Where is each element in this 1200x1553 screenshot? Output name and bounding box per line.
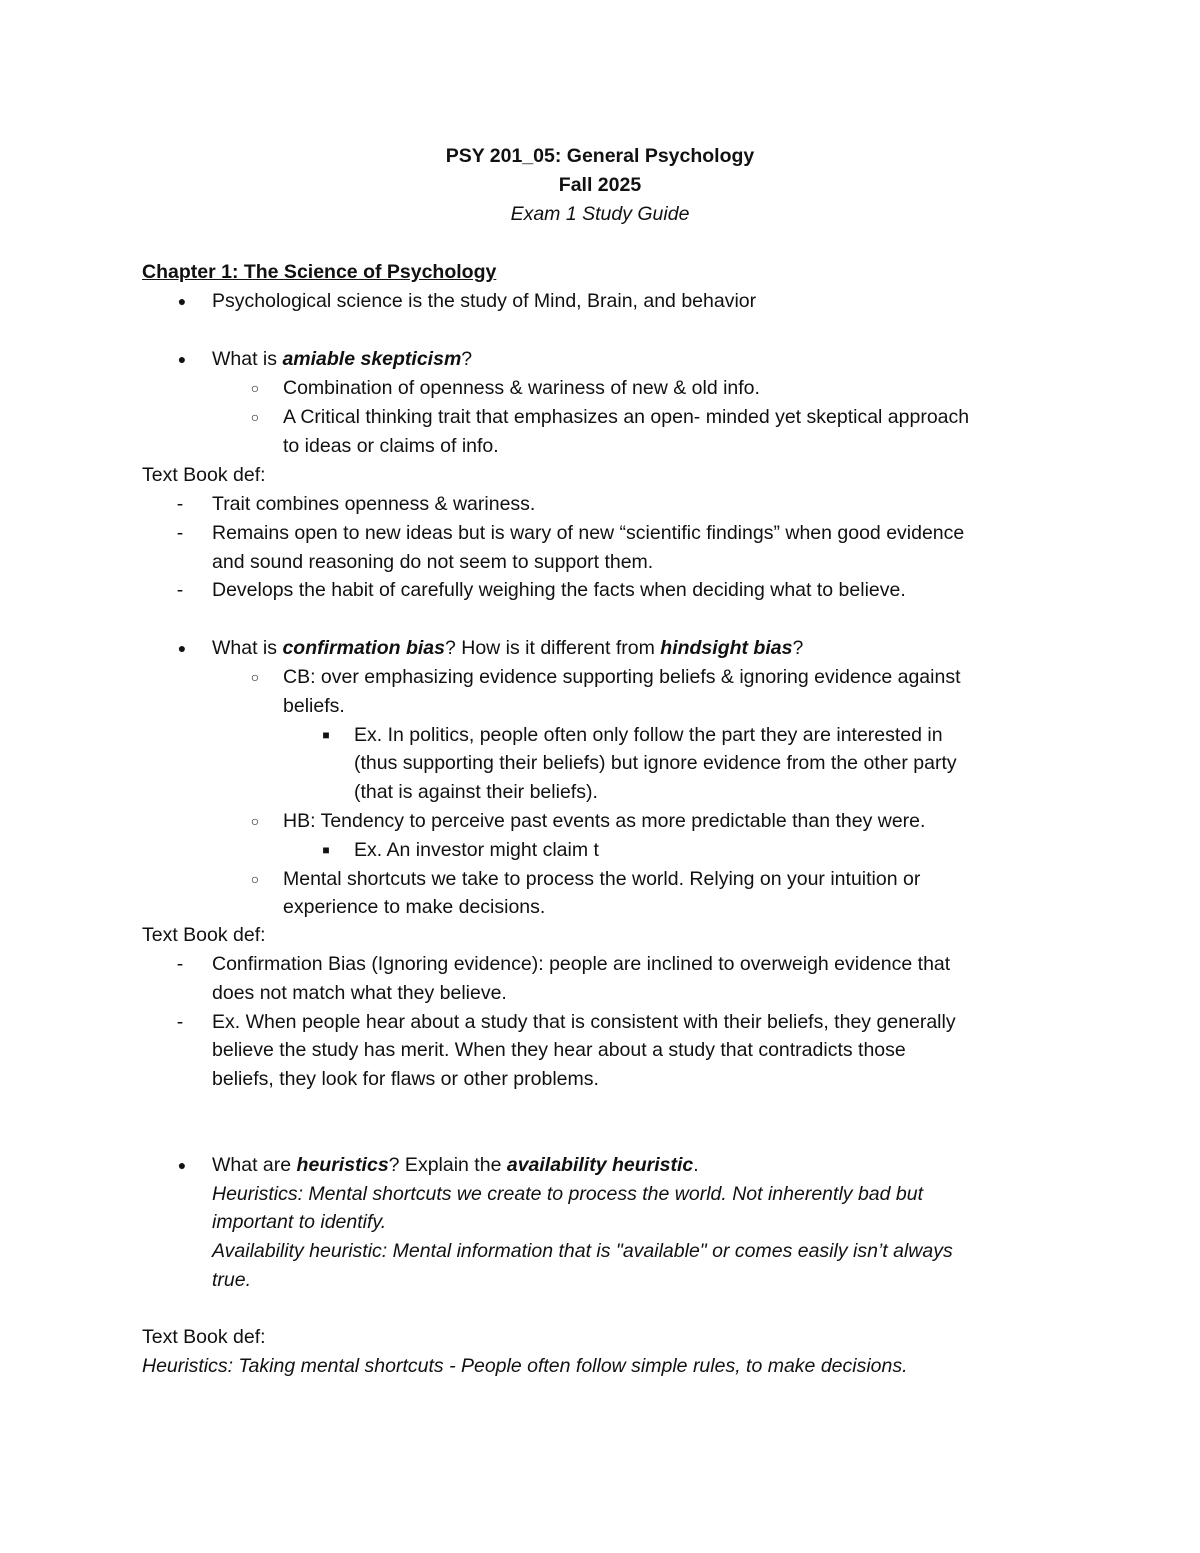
dash-marker: -: [176, 522, 184, 544]
definition-line: Remains open to new ideas but is wary of new “scientific findings” when good evidence: [212, 522, 965, 544]
answer-line: beliefs.: [283, 695, 345, 717]
sub-bullet-marker: ○: [250, 813, 260, 829]
question-middle: ? How is it different from: [444, 637, 661, 659]
sub-bullet-marker: ○: [250, 669, 260, 685]
answer-italic-line: Availability heuristic: Mental information that is "available" or comes easily isn’t always: [212, 1240, 953, 1262]
sub-sub-bullet-marker: ■: [322, 728, 330, 742]
answer-line: HB: Tendency to perceive past events as more predictable than they were.: [283, 810, 926, 832]
dash-marker: -: [176, 493, 184, 515]
answer-line: experience to make decisions.: [283, 896, 546, 918]
key-term: availability heuristic: [506, 1154, 694, 1176]
example-line: (that is against their beliefs).: [354, 781, 598, 803]
sub-bullet-marker: ○: [250, 380, 260, 396]
definition-line: Ex. When people hear about a study that is consistent with their beliefs, they generally: [212, 1011, 956, 1033]
textbook-def-label: Text Book def:: [142, 464, 266, 486]
bullet-text: Psychological science is the study of Mind, Brain, and behavior: [212, 290, 757, 312]
answer-line: A Critical thinking trait that emphasizes an open- minded yet skeptical approach: [283, 406, 970, 428]
answer-line: Mental shortcuts we take to process the world. Relying on your intuition or: [283, 868, 921, 890]
question-prefix: What are: [212, 1154, 297, 1176]
question-prefix: What is: [212, 348, 283, 370]
key-term: hindsight bias: [660, 637, 793, 659]
sub-sub-bullet-marker: ■: [322, 843, 330, 857]
question-suffix: ?: [792, 637, 804, 659]
key-term: confirmation bias: [282, 637, 445, 659]
definition-line: believe the study has merit. When they hear about a study that contradicts those: [212, 1039, 906, 1061]
textbook-def-italic: Heuristics: Taking mental shortcuts - People often follow simple rules, to make decisions.: [142, 1355, 908, 1377]
question-middle: ? Explain the: [388, 1154, 507, 1176]
definition-line: Confirmation Bias (Ignoring evidence): people are inclined to overweigh evidence that: [212, 953, 951, 975]
dash-marker: -: [176, 579, 184, 601]
textbook-def-label: Text Book def:: [142, 1326, 266, 1348]
question-prefix: What is: [212, 637, 283, 659]
bullet-marker: ●: [177, 351, 187, 367]
answer-italic-line: Heuristics: Mental shortcuts we create to process the world. Not inherently bad but: [212, 1183, 923, 1205]
question-confirmation-bias: [212, 634, 803, 663]
answer-line: Combination of openness & wariness of new & old info.: [283, 377, 760, 399]
sub-bullet-marker: ○: [250, 871, 260, 887]
question-suffix: .: [693, 1154, 699, 1176]
course-title: PSY 201_05: General Psychology: [445, 145, 755, 167]
answer-line: CB: over emphasizing evidence supporting beliefs & ignoring evidence against: [283, 666, 961, 688]
key-term: heuristics: [296, 1154, 389, 1176]
definition-line: does not match what they believe.: [212, 982, 507, 1004]
answer-italic-line: important to identify.: [212, 1211, 387, 1233]
key-term: amiable skepticism: [282, 348, 462, 370]
definition-line: beliefs, they look for flaws or other problems.: [212, 1068, 599, 1090]
sub-bullet-marker: ○: [250, 409, 260, 425]
answer-line: to ideas or claims of info.: [283, 435, 499, 457]
bullet-marker: ●: [177, 293, 187, 309]
dash-marker: -: [176, 953, 184, 975]
textbook-def-label: Text Book def:: [142, 924, 266, 946]
dash-marker: -: [176, 1011, 184, 1033]
bullet-marker: ●: [177, 1157, 187, 1173]
question-amiable-skepticism: [212, 345, 472, 374]
example-line: Ex. An investor might claim t: [354, 839, 599, 861]
question-heuristics: [212, 1151, 699, 1180]
chapter-heading: Chapter 1: The Science of Psychology: [142, 261, 497, 283]
question-suffix: ?: [461, 348, 473, 370]
definition-line: and sound reasoning do not seem to support them.: [212, 551, 654, 573]
answer-italic-line: true.: [212, 1269, 252, 1291]
example-line: (thus supporting their beliefs) but ignore evidence from the other party: [354, 752, 957, 774]
bullet-marker: ●: [177, 640, 187, 656]
term: Fall 2025: [558, 174, 642, 196]
definition-line: Develops the habit of carefully weighing the facts when deciding what to believe.: [212, 579, 906, 601]
example-line: Ex. In politics, people often only follow the part they are interested in: [354, 724, 943, 746]
definition-line: Trait combines openness & wariness.: [212, 493, 536, 515]
document-subtitle: Exam 1 Study Guide: [510, 203, 690, 225]
